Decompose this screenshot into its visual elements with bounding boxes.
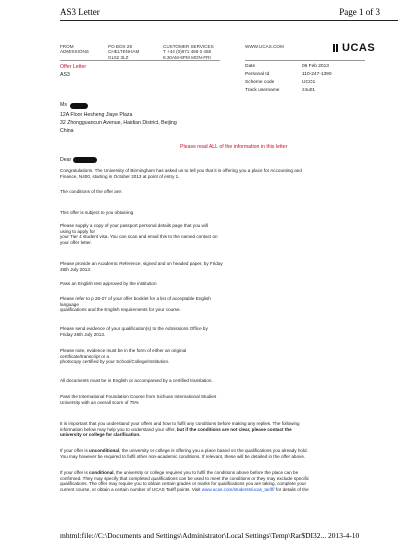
document-footer: mhtml:file://C:\Documents and Settings\Administrator\Local Settings\Temp\Rar$DI32... 2013-4-10 <box>60 531 360 540</box>
condition-foundation-course: Pass the International Foundation Course from Sichuan International Studies University with an overall score of 75% <box>60 394 217 405</box>
meta-value: 06 Feb 2013 <box>302 64 329 69</box>
customer-services: CUSTOMER SERVICES T +44 (0)871 468 0 468 8.30AM-6PM MON-FRI <box>163 44 214 60</box>
conditional-text-a: If your offer is <box>60 470 90 475</box>
salutation: Dear <box>60 157 72 163</box>
header-rule <box>60 20 398 21</box>
condition-passport: Please supply a copy of your passport personal details page that you will using to apply for your Tier 4 student visa. You can scan and email this to the named contact on your offer letter. <box>60 223 218 245</box>
redacted-recipient <box>73 157 97 163</box>
po-box-address: PO BOX 28 CHELTENHAM GL52 3LZ <box>108 44 140 60</box>
page-number: Page 1 of 3 <box>339 7 380 17</box>
address-line-2: 32 Zhongguancun Avenue, Haidian District, Beijing <box>60 120 177 126</box>
ucas-tariff-link[interactable]: www.ucas.com/students/ucas_tariff/ <box>201 486 275 492</box>
website: WWW.UCAS.COM <box>245 44 284 49</box>
unconditional-term: unconditional <box>89 448 120 453</box>
condition-reference: Please provide an Academic Reference, signed and on headed paper, by Friday 28th July 2013. <box>60 261 223 272</box>
meta-label: Personal Id <box>245 72 270 77</box>
letterhead-divider-left <box>60 60 220 61</box>
meta-track-username <box>245 88 315 93</box>
meta-label: Scheme code <box>245 80 275 85</box>
address-line-1: 12A Floor Hesheng Jiaye Plaza <box>60 112 133 118</box>
condition-english-test: Pass an English test approved by the institution <box>60 281 157 286</box>
meta-value: 110-247-1390 <box>302 72 332 77</box>
important-paragraph <box>60 421 390 438</box>
address-line-3: China <box>60 128 74 134</box>
read-all-notice: Please read ALL of the information in this letter <box>180 144 288 150</box>
from-admissions: FROM ADMISSIONS <box>60 44 89 55</box>
condition-evidence-form: Please note, evidence must be in the form of either an original certificate/transcript or a photocopy certified by your School/College/Institution. <box>60 348 187 365</box>
meta-label: Date <box>245 64 256 69</box>
offer-letter-title: Offer Letter <box>60 64 87 70</box>
meta-date <box>245 64 329 69</box>
condition-send-evidence: Please send evidence of your qualification(s) to the Admissions Office by Friday 26th July 2013. <box>60 326 208 337</box>
letterhead-divider-right <box>245 60 365 61</box>
ucas-logo: UCAS <box>342 42 376 54</box>
meta-value: UCO1 <box>302 80 316 85</box>
meta-value: z4u01 <box>302 88 316 93</box>
ucas-logo-icon <box>333 44 339 52</box>
unconditional-text-b: , the university or college is offering you a place based on the qualifications you already hold. You may however be required to fulfil other non-academic conditions. If relevant, these will be detailed in the offer above. <box>60 448 308 459</box>
condition-translation: All documents must be in English or accompanied by a certified translation. <box>60 378 213 383</box>
offer-letter-code: AS3 <box>60 72 70 78</box>
important-emphasis: but if the conditions are not clear, please contact the university or college for clarification. <box>60 426 292 438</box>
redacted-name <box>70 103 88 109</box>
meta-scheme-code <box>245 80 315 85</box>
condition-english-booklet: Please refer to p 26-27 of your offer booklet for a list of acceptable English language qualifications and the English requirements for your course. <box>60 296 211 313</box>
meta-personal-id <box>245 72 332 77</box>
congratulations-paragraph: Congratulations. The University of Birmingham has asked us to tell you that it is offering you a place for Accounting and Finance, N400, starting in October 2013 at point of entry 1. <box>60 168 302 179</box>
conditional-paragraph <box>60 470 400 492</box>
addressee-title: Ms <box>60 102 67 108</box>
important-text: It is important that you understand your offers and how to fulfil any conditions before making any replies. The following information below may help you to understand your offer, <box>60 421 300 432</box>
document-header-left: AS3 Letter <box>60 7 100 17</box>
conditional-term: conditional <box>89 470 114 475</box>
subject-line: This offer is subject to you obtaining <box>60 210 134 215</box>
unconditional-paragraph <box>60 448 390 459</box>
conditional-text-b: , the university or college requires you to fulfil the conditions above before the place can be confirmed. They may specify that completed qualifications can be used to meet the conditions or they may exclude specific qualifications. The offer may require you to obtain certain grades or marks for qualifications you are taking, complete your current course, or obtain a certain number of UCAS Tariff points. Visit <box>60 470 310 492</box>
unconditional-text-a: If your offer is <box>60 448 90 453</box>
meta-label: Track username <box>245 88 280 93</box>
conditional-text-c: for details of the <box>274 486 309 492</box>
conditions-intro: The conditions of the offer are: <box>60 189 123 194</box>
